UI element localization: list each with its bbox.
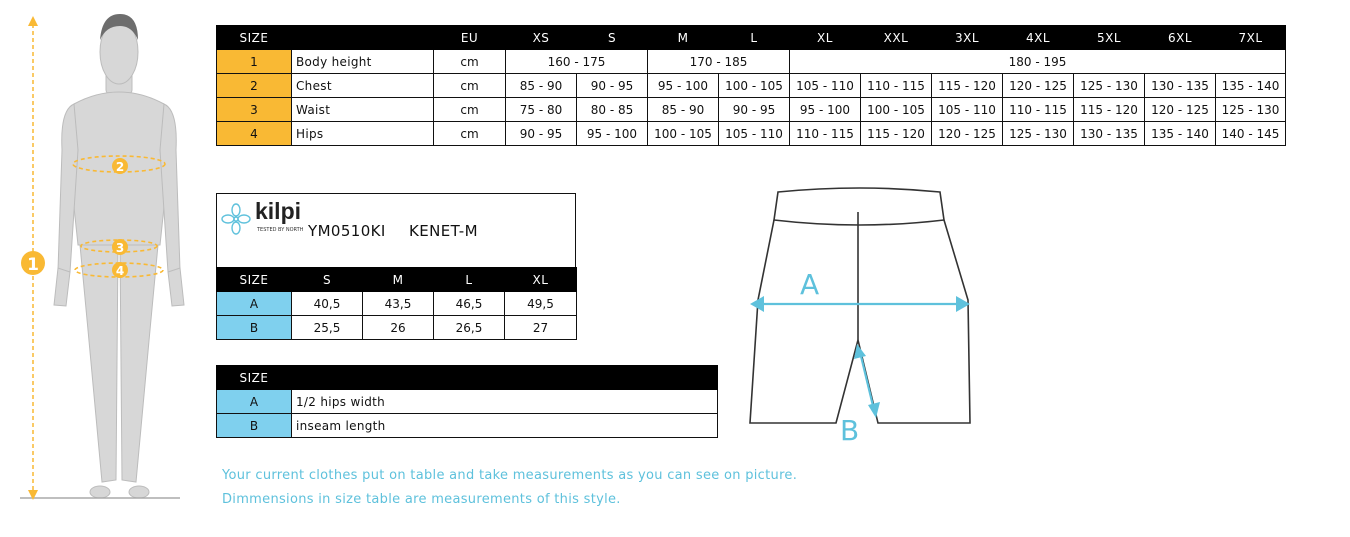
table-cell: 105 - 110 bbox=[932, 98, 1003, 122]
header-l: L bbox=[434, 268, 505, 292]
header-blank bbox=[292, 366, 718, 390]
table-cell: 125 - 130 bbox=[1074, 74, 1145, 98]
dimension-a-arrow bbox=[750, 296, 970, 312]
header-s: S bbox=[577, 26, 648, 50]
product-code: YM0510KI bbox=[308, 222, 386, 240]
svg-text:3: 3 bbox=[115, 241, 125, 255]
table-cell: 110 - 115 bbox=[861, 74, 932, 98]
table-cell: 25,5 bbox=[292, 316, 363, 340]
table-cell: 120 - 125 bbox=[1003, 74, 1074, 98]
table-header-row bbox=[217, 268, 577, 292]
shorts-diagram bbox=[740, 180, 980, 445]
header-xs: XS bbox=[506, 26, 577, 50]
svg-text:4: 4 bbox=[115, 264, 125, 278]
table-cell: 115 - 120 bbox=[1074, 98, 1145, 122]
body-figure bbox=[0, 0, 200, 510]
table-cell: 170 - 185 bbox=[648, 50, 790, 74]
row-label: A bbox=[217, 390, 292, 414]
table-cell: 130 - 135 bbox=[1074, 122, 1145, 146]
header-l: L bbox=[719, 26, 790, 50]
table-header-row bbox=[217, 366, 718, 390]
product-name: KENET-M bbox=[409, 222, 478, 240]
row-label: A bbox=[217, 292, 292, 316]
table-cell: 140 - 145 bbox=[1216, 122, 1286, 146]
table-cell: 100 - 105 bbox=[719, 74, 790, 98]
table-row-hips bbox=[217, 122, 1286, 146]
table-cell: 75 - 80 bbox=[506, 98, 577, 122]
brand-name: kilpi bbox=[255, 198, 302, 224]
table-cell: 180 - 195 bbox=[790, 50, 1286, 74]
row-label: Waist bbox=[292, 98, 434, 122]
table-cell: 46,5 bbox=[434, 292, 505, 316]
row-number: 1 bbox=[217, 50, 292, 74]
table-cell: 100 - 105 bbox=[861, 98, 932, 122]
table-cell: 100 - 105 bbox=[648, 122, 719, 146]
header-5xl: 5XL bbox=[1074, 26, 1145, 50]
table-cell: 135 - 140 bbox=[1216, 74, 1286, 98]
table-cell: 40,5 bbox=[292, 292, 363, 316]
header-4xl: 4XL bbox=[1003, 26, 1074, 50]
row-number: 4 bbox=[217, 122, 292, 146]
legend-text: inseam length bbox=[292, 414, 718, 438]
table-cell: 135 - 140 bbox=[1145, 122, 1216, 146]
table-cell: 90 - 95 bbox=[719, 98, 790, 122]
kilpi-logo-icon bbox=[221, 202, 251, 236]
header-eu: EU bbox=[434, 26, 506, 50]
row-label: Chest bbox=[292, 74, 434, 98]
header-size: SIZE bbox=[217, 268, 292, 292]
table-cell: 115 - 120 bbox=[932, 74, 1003, 98]
table-cell: 115 - 120 bbox=[861, 122, 932, 146]
table-row-chest bbox=[217, 74, 1286, 98]
row-number: 2 bbox=[217, 74, 292, 98]
header-size: SIZE bbox=[217, 26, 292, 50]
table-row-b bbox=[217, 316, 577, 340]
svg-text:2: 2 bbox=[115, 160, 125, 174]
table-cell: 125 - 130 bbox=[1216, 98, 1286, 122]
table-cell: 90 - 95 bbox=[577, 74, 648, 98]
header-xxl: XXL bbox=[861, 26, 932, 50]
row-label: Body height bbox=[292, 50, 434, 74]
row-unit: cm bbox=[434, 74, 506, 98]
header-blank bbox=[292, 26, 434, 50]
product-size-table bbox=[216, 267, 577, 340]
table-cell: 120 - 125 bbox=[1145, 98, 1216, 122]
header-7xl: 7XL bbox=[1216, 26, 1286, 50]
header-xl: XL bbox=[505, 268, 577, 292]
header-xl: XL bbox=[790, 26, 861, 50]
table-cell: 110 - 115 bbox=[1003, 98, 1074, 122]
label-a: A bbox=[800, 268, 820, 301]
row-unit: cm bbox=[434, 50, 506, 74]
header-size: SIZE bbox=[217, 366, 292, 390]
table-cell: 110 - 115 bbox=[790, 122, 861, 146]
table-cell: 95 - 100 bbox=[648, 74, 719, 98]
shorts-outline bbox=[750, 188, 970, 423]
note-measurement: Your current clothes put on table and take measurements as you can see on picture. bbox=[222, 468, 798, 483]
table-cell: 105 - 110 bbox=[790, 74, 861, 98]
header-m: M bbox=[648, 26, 719, 50]
label-b: B bbox=[840, 414, 860, 445]
table-cell: 26 bbox=[363, 316, 434, 340]
table-cell: 95 - 100 bbox=[790, 98, 861, 122]
table-cell: 80 - 85 bbox=[577, 98, 648, 122]
body-silhouette bbox=[54, 20, 184, 498]
row-unit: cm bbox=[434, 122, 506, 146]
table-cell: 85 - 90 bbox=[506, 74, 577, 98]
header-s: S bbox=[292, 268, 363, 292]
table-cell: 130 - 135 bbox=[1145, 74, 1216, 98]
row-unit: cm bbox=[434, 98, 506, 122]
row-label: B bbox=[217, 316, 292, 340]
table-row-waist bbox=[217, 98, 1286, 122]
header-3xl: 3XL bbox=[932, 26, 1003, 50]
dimension-b-arrow bbox=[854, 344, 880, 418]
legend-table bbox=[216, 365, 718, 438]
table-cell: 49,5 bbox=[505, 292, 577, 316]
note-dimensions: Dimmensions in size table are measurements of this style. bbox=[222, 492, 621, 507]
table-cell: 90 - 95 bbox=[506, 122, 577, 146]
brand-tagline: TESTED BY NORTH bbox=[257, 227, 304, 233]
legend-text: 1/2 hips width bbox=[292, 390, 718, 414]
table-cell: 105 - 110 bbox=[719, 122, 790, 146]
table-cell: 85 - 90 bbox=[648, 98, 719, 122]
table-cell: 95 - 100 bbox=[577, 122, 648, 146]
header-m: M bbox=[363, 268, 434, 292]
marker-2 bbox=[112, 158, 128, 174]
row-label: Hips bbox=[292, 122, 434, 146]
row-label: B bbox=[217, 414, 292, 438]
table-row-body-height bbox=[217, 50, 1286, 74]
table-header-row bbox=[217, 26, 1286, 50]
table-row-a bbox=[217, 292, 577, 316]
marker-3 bbox=[112, 239, 128, 255]
table-cell: 160 - 175 bbox=[506, 50, 648, 74]
product-header bbox=[216, 193, 576, 267]
size-chart-table bbox=[216, 25, 1286, 146]
table-cell: 125 - 130 bbox=[1003, 122, 1074, 146]
legend-row-a bbox=[217, 390, 718, 414]
legend-row-b bbox=[217, 414, 718, 438]
table-cell: 27 bbox=[505, 316, 577, 340]
table-cell: 120 - 125 bbox=[932, 122, 1003, 146]
marker-4 bbox=[112, 262, 128, 278]
header-6xl: 6XL bbox=[1145, 26, 1216, 50]
marker-1 bbox=[21, 251, 45, 275]
row-number: 3 bbox=[217, 98, 292, 122]
svg-text:1: 1 bbox=[27, 255, 39, 275]
table-cell: 26,5 bbox=[434, 316, 505, 340]
table-cell: 43,5 bbox=[363, 292, 434, 316]
